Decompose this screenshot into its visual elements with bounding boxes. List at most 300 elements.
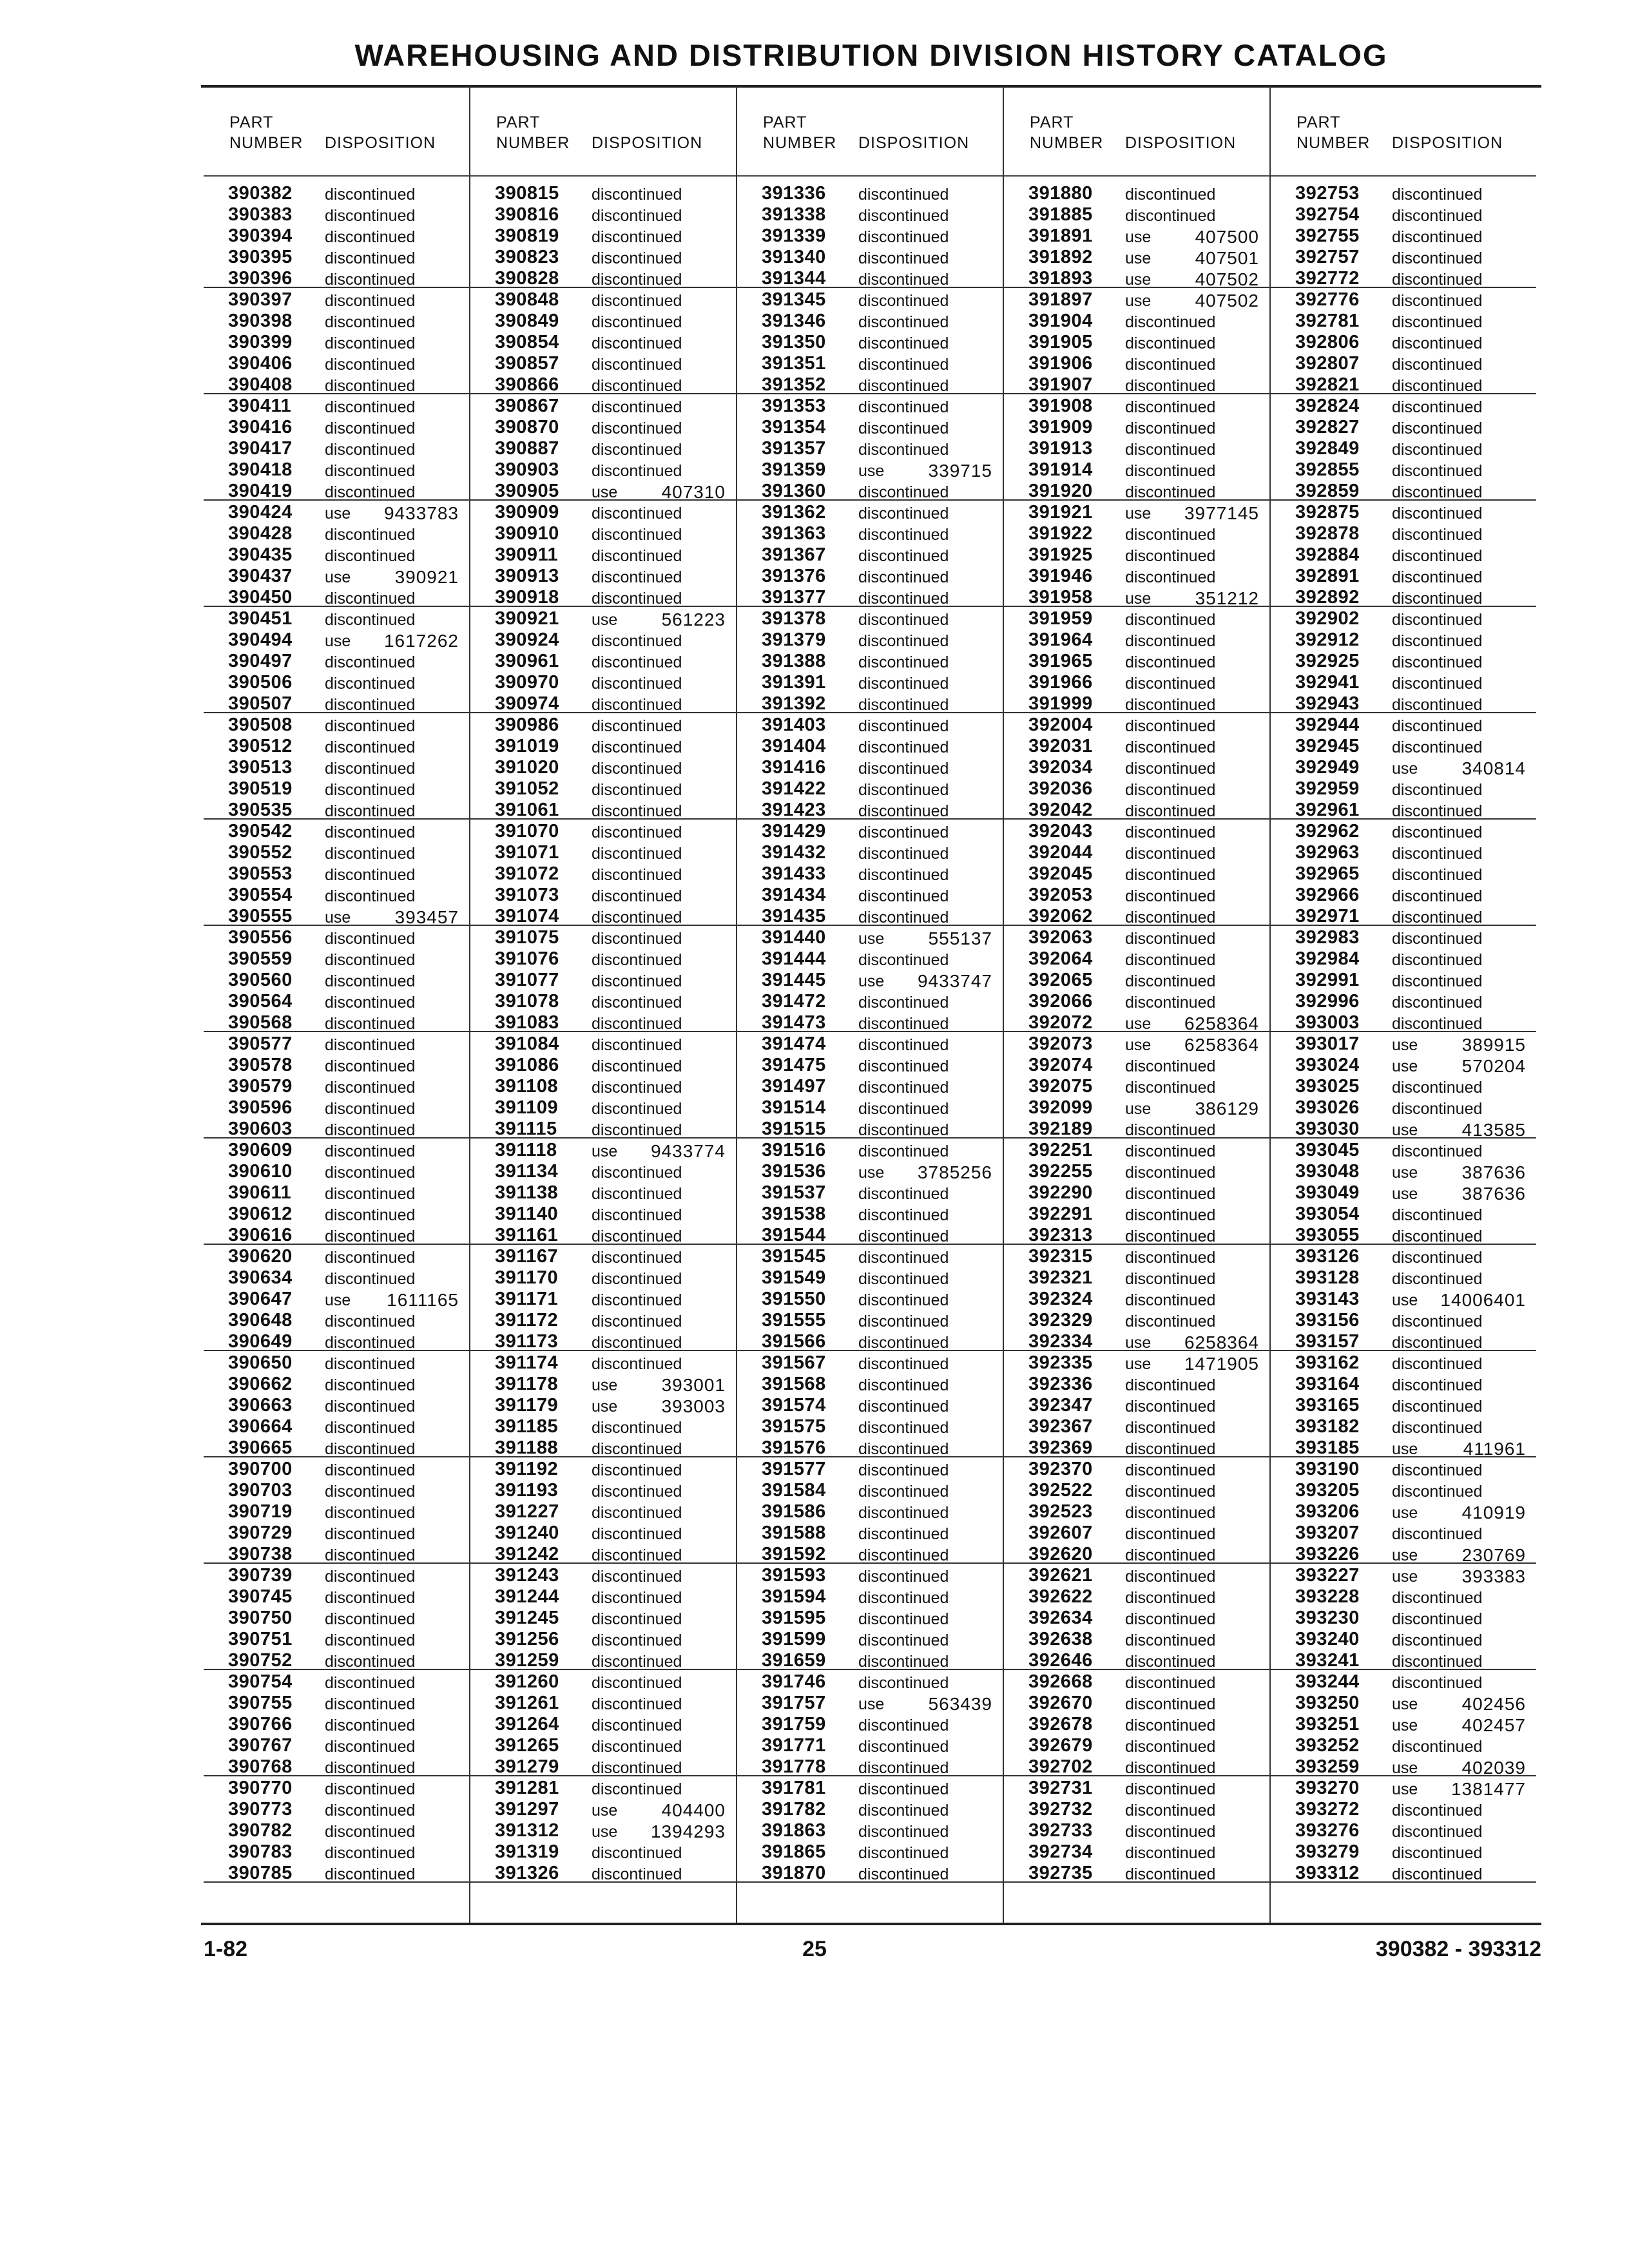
part-number: 392075 xyxy=(1028,1076,1093,1097)
disposition: discontinued xyxy=(592,1185,682,1203)
part-number: 390665 xyxy=(228,1437,293,1458)
table-row xyxy=(1271,1755,1536,1776)
table-row xyxy=(737,1564,1003,1585)
table-row xyxy=(1271,522,1536,543)
disposition: discontinued xyxy=(858,505,949,523)
table-row xyxy=(1271,862,1536,883)
table-row xyxy=(204,1202,469,1224)
disposition: discontinued xyxy=(325,1398,416,1416)
disposition: discontinued xyxy=(1125,802,1216,820)
disposition: discontinued xyxy=(325,653,416,671)
disposition: use xyxy=(592,611,618,629)
disposition: discontinued xyxy=(325,1865,416,1883)
table-row xyxy=(1271,1309,1536,1330)
part-number: 393143 xyxy=(1295,1289,1360,1309)
table-row xyxy=(204,1798,469,1819)
table-row xyxy=(470,862,736,883)
table-row xyxy=(470,1521,736,1542)
part-number: 392943 xyxy=(1295,693,1360,714)
part-number: 392996 xyxy=(1295,991,1360,1012)
table-row xyxy=(470,990,736,1011)
part-number: 392983 xyxy=(1295,927,1360,948)
disposition: discontinued xyxy=(592,377,682,395)
table-row xyxy=(470,1330,736,1351)
part-number: 393048 xyxy=(1295,1161,1360,1182)
part-number: 391351 xyxy=(762,353,826,374)
header-number: NUMBER xyxy=(1030,134,1104,152)
table-row xyxy=(204,1500,469,1521)
disposition: use xyxy=(1392,1504,1418,1522)
part-number: 390770 xyxy=(228,1778,293,1798)
part-number: 392329 xyxy=(1028,1310,1093,1331)
table-row xyxy=(737,1798,1003,1819)
part-number: 390650 xyxy=(228,1352,293,1373)
table-row xyxy=(204,862,469,883)
part-number: 390556 xyxy=(228,927,293,948)
table-row xyxy=(1271,309,1536,331)
table-row xyxy=(1004,501,1269,522)
disposition: use xyxy=(1392,1568,1418,1586)
table-row xyxy=(737,1096,1003,1117)
disposition: discontinued xyxy=(1125,1057,1216,1075)
part-number: 391346 xyxy=(762,311,826,331)
table-row xyxy=(1271,1436,1536,1457)
part-number: 392859 xyxy=(1295,481,1360,501)
table-row xyxy=(204,564,469,586)
part-number: 391575 xyxy=(762,1416,826,1437)
part-number: 390451 xyxy=(228,608,293,629)
disposition: discontinued xyxy=(1392,1398,1483,1416)
table-row xyxy=(204,820,469,841)
disposition: discontinued xyxy=(325,1483,416,1501)
table-row xyxy=(204,1585,469,1606)
disposition: discontinued xyxy=(325,1504,416,1522)
table-row xyxy=(1004,1649,1269,1670)
part-number: 393227 xyxy=(1295,1565,1360,1586)
table-row xyxy=(204,1224,469,1245)
table-row xyxy=(737,1032,1003,1053)
table-row xyxy=(737,1245,1003,1266)
disposition: discontinued xyxy=(592,441,682,459)
table-row xyxy=(737,1734,1003,1755)
disposition: discontinued xyxy=(325,1546,416,1564)
table-row xyxy=(737,1776,1003,1798)
part-number: 390553 xyxy=(228,863,293,884)
table-row xyxy=(1004,1500,1269,1521)
disposition: discontinued xyxy=(325,1461,416,1479)
disposition: discontinued xyxy=(1392,866,1483,884)
disposition: discontinued xyxy=(1125,377,1216,395)
disposition: discontinued xyxy=(592,1483,682,1501)
part-number: 392064 xyxy=(1028,948,1093,969)
table-row xyxy=(737,883,1003,905)
table-row xyxy=(1004,1691,1269,1713)
part-number: 391946 xyxy=(1028,566,1093,586)
disposition: use xyxy=(1392,1440,1418,1458)
table-row xyxy=(470,543,736,564)
table-row xyxy=(737,203,1003,224)
table-row xyxy=(470,1479,736,1500)
part-number: 391515 xyxy=(762,1119,826,1139)
part-number: 390519 xyxy=(228,778,293,799)
part-number: 391567 xyxy=(762,1352,826,1373)
disposition: discontinued xyxy=(592,1015,682,1033)
part-number: 391172 xyxy=(495,1310,559,1331)
part-number: 392959 xyxy=(1295,778,1360,799)
table-row xyxy=(470,586,736,607)
disposition: discontinued xyxy=(858,675,949,693)
part-number: 393244 xyxy=(1295,1671,1360,1692)
part-number: 390739 xyxy=(228,1565,293,1586)
part-number: 391075 xyxy=(495,927,559,948)
table-row xyxy=(737,777,1003,798)
table-row xyxy=(1271,1330,1536,1351)
part-number: 391965 xyxy=(1028,651,1093,671)
disposition: discontinued xyxy=(858,1568,949,1586)
part-number: 393017 xyxy=(1295,1033,1360,1054)
header-disposition: DISPOSITION xyxy=(325,134,436,152)
disposition: discontinued xyxy=(1125,1674,1216,1692)
table-row xyxy=(737,394,1003,416)
replacement-part-number: 1471905 xyxy=(1184,1354,1259,1374)
part-number: 391922 xyxy=(1028,523,1093,544)
disposition: use xyxy=(1125,505,1152,523)
table-row xyxy=(470,1032,736,1053)
disposition: discontinued xyxy=(592,1589,682,1607)
table-row xyxy=(470,756,736,777)
disposition: discontinued xyxy=(858,1398,949,1416)
table-row xyxy=(737,267,1003,288)
table-row xyxy=(470,798,736,820)
table-row xyxy=(737,798,1003,820)
header-number: NUMBER xyxy=(1296,134,1371,152)
catalog-column xyxy=(1004,88,1269,1883)
table-row xyxy=(1004,713,1269,735)
table-row xyxy=(470,1181,736,1202)
part-number: 392321 xyxy=(1028,1267,1093,1288)
table-row xyxy=(204,671,469,692)
part-number: 392369 xyxy=(1028,1437,1093,1458)
disposition: discontinued xyxy=(592,1844,682,1862)
table-row xyxy=(737,968,1003,990)
table-row xyxy=(737,1542,1003,1564)
disposition: discontinued xyxy=(592,738,682,756)
table-row xyxy=(204,1351,469,1372)
table-row xyxy=(470,926,736,947)
disposition: discontinued xyxy=(1125,1546,1216,1564)
table-row xyxy=(470,373,736,394)
replacement-part-number: 340814 xyxy=(1461,758,1526,778)
part-number: 390428 xyxy=(228,523,293,544)
part-number: 391077 xyxy=(495,970,559,990)
table-row xyxy=(204,1649,469,1670)
part-number: 391052 xyxy=(495,778,559,799)
disposition: use xyxy=(1125,590,1152,608)
disposition: discontinued xyxy=(858,994,949,1012)
table-row xyxy=(1271,1096,1536,1117)
replacement-part-number: 351212 xyxy=(1195,588,1259,608)
part-number: 390512 xyxy=(228,736,293,756)
part-number: 392731 xyxy=(1028,1778,1093,1798)
disposition: discontinued xyxy=(325,313,416,331)
table-row xyxy=(1271,820,1536,841)
part-number: 392735 xyxy=(1028,1863,1093,1883)
part-number: 392961 xyxy=(1295,800,1360,820)
disposition: discontinued xyxy=(1125,1610,1216,1628)
disposition: discontinued xyxy=(1392,1142,1483,1160)
disposition: discontinued xyxy=(1392,696,1483,714)
header-disposition: DISPOSITION xyxy=(1392,134,1503,152)
part-number: 393055 xyxy=(1295,1225,1360,1245)
table-row xyxy=(470,182,736,203)
table-row xyxy=(1271,203,1536,224)
disposition: discontinued xyxy=(592,887,682,905)
disposition: discontinued xyxy=(592,1057,682,1075)
replacement-part-number: 393457 xyxy=(394,907,459,927)
replacement-part-number: 393003 xyxy=(661,1396,726,1416)
disposition: discontinued xyxy=(1392,781,1483,799)
table-row xyxy=(470,671,736,692)
disposition: use xyxy=(1392,1695,1418,1713)
disposition: discontinued xyxy=(858,547,949,565)
part-number: 392702 xyxy=(1028,1756,1093,1777)
part-number: 391514 xyxy=(762,1097,826,1118)
part-number: 391173 xyxy=(495,1331,559,1352)
disposition: discontinued xyxy=(858,1057,949,1075)
disposition: discontinued xyxy=(858,1142,949,1160)
table-row xyxy=(470,1798,736,1819)
table-row xyxy=(737,1394,1003,1415)
replacement-part-number: 387636 xyxy=(1461,1162,1526,1182)
part-number: 391891 xyxy=(1028,226,1093,246)
disposition: discontinued xyxy=(592,632,682,650)
replacement-part-number: 3785256 xyxy=(917,1162,992,1182)
table-row xyxy=(204,1713,469,1734)
disposition: discontinued xyxy=(1125,1759,1216,1777)
table-row xyxy=(204,203,469,224)
part-number: 391227 xyxy=(495,1501,559,1522)
table-row xyxy=(737,1649,1003,1670)
part-number: 391350 xyxy=(762,332,826,352)
part-number: 391170 xyxy=(495,1267,559,1288)
table-row xyxy=(470,394,736,416)
part-number: 391435 xyxy=(762,906,826,927)
table-row xyxy=(1004,331,1269,352)
part-number: 392806 xyxy=(1295,332,1360,352)
disposition: discontinued xyxy=(1392,972,1483,990)
part-number: 390535 xyxy=(228,800,293,820)
disposition: discontinued xyxy=(1392,334,1483,352)
table-row xyxy=(470,1436,736,1457)
disposition: discontinued xyxy=(858,377,949,395)
part-number: 393003 xyxy=(1295,1012,1360,1033)
disposition: discontinued xyxy=(858,1483,949,1501)
part-number: 391920 xyxy=(1028,481,1093,501)
part-number: 392045 xyxy=(1028,863,1093,884)
table-row xyxy=(204,1181,469,1202)
part-number: 390854 xyxy=(495,332,559,352)
part-number: 391336 xyxy=(762,183,826,204)
part-number: 390857 xyxy=(495,353,559,374)
table-row xyxy=(470,224,736,245)
part-number: 391474 xyxy=(762,1033,826,1054)
table-row xyxy=(737,309,1003,331)
table-row xyxy=(470,416,736,437)
table-row xyxy=(470,1139,736,1160)
disposition: discontinued xyxy=(1125,419,1216,437)
part-number: 392044 xyxy=(1028,842,1093,863)
table-row xyxy=(470,1372,736,1394)
part-number: 390924 xyxy=(495,629,559,650)
table-row xyxy=(1004,182,1269,203)
part-number: 391185 xyxy=(495,1416,559,1437)
replacement-part-number: 413585 xyxy=(1461,1120,1526,1140)
disposition: discontinued xyxy=(1392,1312,1483,1331)
disposition: discontinued xyxy=(1392,1270,1483,1288)
part-number: 392821 xyxy=(1295,374,1360,395)
part-number: 392668 xyxy=(1028,1671,1093,1692)
disposition: discontinued xyxy=(325,951,416,969)
part-number: 391115 xyxy=(495,1119,557,1139)
part-number: 392622 xyxy=(1028,1586,1093,1607)
disposition: discontinued xyxy=(1125,1270,1216,1288)
disposition: discontinued xyxy=(325,1057,416,1075)
part-number: 390450 xyxy=(228,587,293,608)
table-row xyxy=(1004,1564,1269,1585)
disposition: discontinued xyxy=(1125,1780,1216,1798)
disposition: discontinued xyxy=(858,1185,949,1203)
table-row xyxy=(204,990,469,1011)
table-row xyxy=(470,437,736,458)
disposition: use xyxy=(1125,228,1152,246)
disposition: discontinued xyxy=(1125,356,1216,374)
table-row xyxy=(470,1053,736,1075)
disposition: discontinued xyxy=(1125,1419,1216,1437)
disposition: discontinued xyxy=(858,334,949,352)
table-row xyxy=(204,905,469,926)
table-row xyxy=(1004,1075,1269,1096)
table-row xyxy=(204,628,469,649)
part-number: 391416 xyxy=(762,757,826,778)
disposition: discontinued xyxy=(1392,1079,1483,1097)
part-number: 391020 xyxy=(495,757,559,778)
disposition: discontinued xyxy=(858,1249,949,1267)
part-number: 390564 xyxy=(228,991,293,1012)
part-number: 391118 xyxy=(495,1140,557,1160)
disposition: discontinued xyxy=(592,1121,682,1139)
part-number: 392072 xyxy=(1028,1012,1093,1033)
part-number: 390767 xyxy=(228,1735,293,1756)
disposition: discontinued xyxy=(325,1716,416,1735)
table-row xyxy=(470,1245,736,1266)
part-number: 390819 xyxy=(495,226,559,246)
table-row xyxy=(1271,501,1536,522)
replacement-part-number: 1611165 xyxy=(387,1290,459,1310)
column-header xyxy=(470,88,736,152)
table-row xyxy=(1004,1117,1269,1139)
table-row xyxy=(1004,820,1269,841)
disposition: discontinued xyxy=(325,972,416,990)
part-number: 390552 xyxy=(228,842,293,863)
table-row xyxy=(470,309,736,331)
part-number: 393276 xyxy=(1295,1820,1360,1841)
replacement-part-number: 9433774 xyxy=(650,1141,726,1161)
part-number: 392634 xyxy=(1028,1608,1093,1628)
disposition: discontinued xyxy=(592,1716,682,1735)
part-number: 393185 xyxy=(1295,1437,1360,1458)
table-row xyxy=(204,1776,469,1798)
table-row xyxy=(1004,1202,1269,1224)
disposition: discontinued xyxy=(592,994,682,1012)
column-header xyxy=(737,88,1003,152)
disposition: discontinued xyxy=(592,1312,682,1331)
disposition: discontinued xyxy=(1125,717,1216,735)
table-row xyxy=(1271,671,1536,692)
replacement-part-number: 386129 xyxy=(1195,1099,1259,1119)
table-row xyxy=(737,1011,1003,1032)
part-number: 390703 xyxy=(228,1480,293,1501)
disposition: discontinued xyxy=(592,505,682,523)
disposition: discontinued xyxy=(592,207,682,225)
disposition: discontinued xyxy=(858,249,949,267)
part-number: 391353 xyxy=(762,396,826,416)
part-number: 390849 xyxy=(495,311,559,331)
disposition: discontinued xyxy=(858,781,949,799)
disposition: discontinued xyxy=(325,441,416,459)
disposition: discontinued xyxy=(1392,951,1483,969)
disposition: discontinued xyxy=(1125,483,1216,501)
table-row xyxy=(1004,692,1269,713)
replacement-part-number: 407502 xyxy=(1195,291,1259,311)
disposition: use xyxy=(1392,1780,1418,1798)
disposition: discontinued xyxy=(1392,802,1483,820)
table-row xyxy=(1004,1798,1269,1819)
part-number: 391925 xyxy=(1028,544,1093,565)
part-number: 392966 xyxy=(1295,885,1360,905)
table-row xyxy=(1271,1287,1536,1309)
table-row xyxy=(1271,543,1536,564)
bottom-rule xyxy=(201,1923,1541,1925)
part-number: 391566 xyxy=(762,1331,826,1352)
part-number: 391497 xyxy=(762,1076,826,1097)
disposition: discontinued xyxy=(858,1738,949,1756)
disposition: use xyxy=(1125,292,1152,310)
disposition: discontinued xyxy=(325,611,416,629)
table-row xyxy=(470,1160,736,1181)
part-number: 392732 xyxy=(1028,1799,1093,1820)
table-row xyxy=(470,1542,736,1564)
part-number: 390609 xyxy=(228,1140,293,1160)
part-number: 392522 xyxy=(1028,1480,1093,1501)
disposition: discontinued xyxy=(858,1036,949,1054)
part-number: 392251 xyxy=(1028,1140,1093,1160)
disposition: discontinued xyxy=(1125,1398,1216,1416)
table-row xyxy=(1004,543,1269,564)
part-number: 392620 xyxy=(1028,1544,1093,1564)
table-row xyxy=(204,394,469,416)
disposition: discontinued xyxy=(858,483,949,501)
disposition: use xyxy=(1125,1036,1152,1054)
table-row xyxy=(470,1309,736,1330)
disposition: discontinued xyxy=(592,1695,682,1713)
part-number: 392754 xyxy=(1295,204,1360,225)
part-number: 391138 xyxy=(495,1182,559,1203)
table-row xyxy=(1271,607,1536,628)
disposition: discontinued xyxy=(325,1440,416,1458)
disposition: discontinued xyxy=(1392,271,1483,289)
disposition: discontinued xyxy=(592,1164,682,1182)
disposition: use xyxy=(858,1164,885,1182)
